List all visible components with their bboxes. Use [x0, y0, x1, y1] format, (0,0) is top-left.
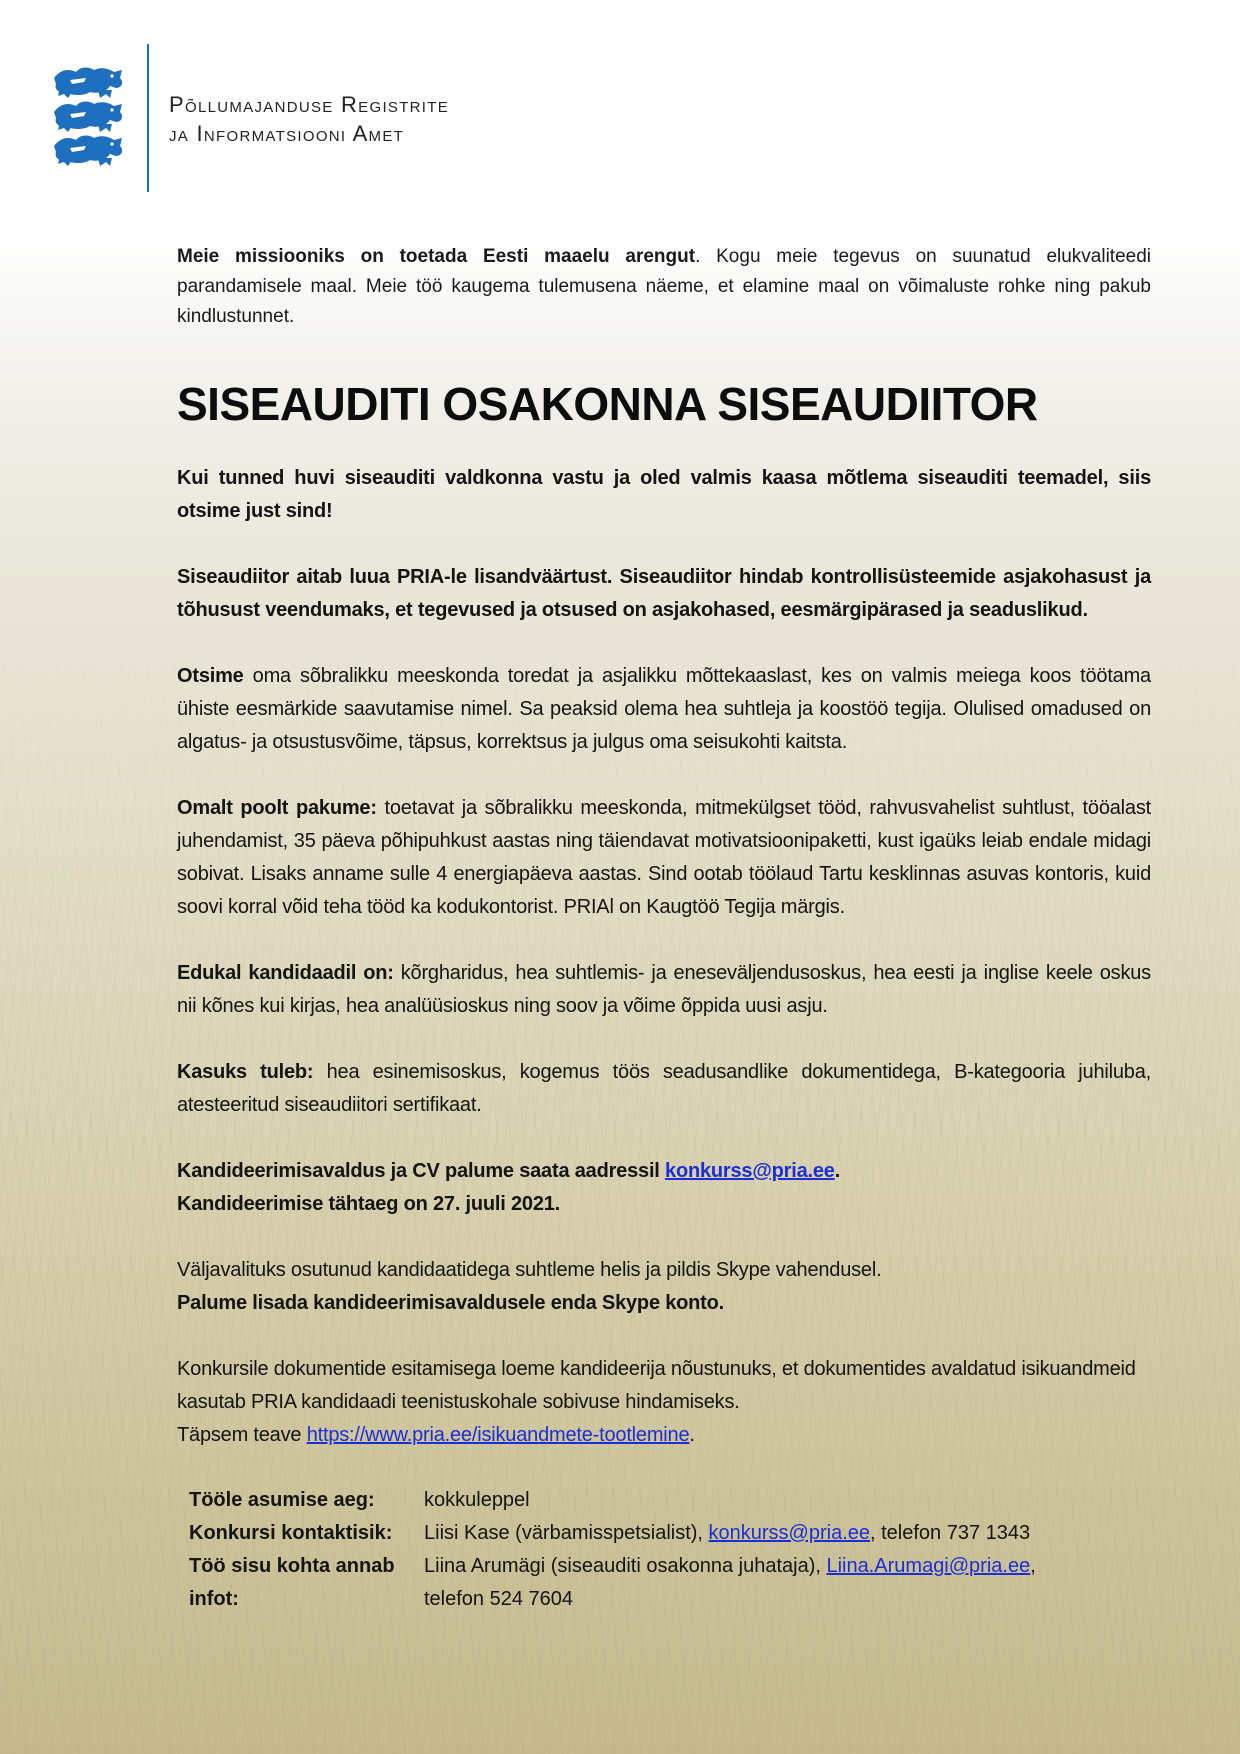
start-label: Tööle asumise aeg: — [189, 1489, 375, 1511]
skype-line-1: Väljavalituks osutunud kandidaatidega suhtleme helis ja pildis Skype vahendusel. — [177, 1259, 882, 1281]
contact-phone: , telefon 737 1343 — [870, 1522, 1031, 1544]
organization-name-line-1: Põllumajanduse Registrite — [169, 92, 450, 117]
requirements-text: kõrgharidus, hea suhtlemis- ja eneseväljendusoskus, hea eesti ja inglise keele oskus nii kõnes kui kirjas, hea analüüsioskus ning soov ja võime õppida uusi asju. — [177, 962, 1151, 1017]
privacy-link[interactable]: https://www.pria.ee/isikuandmete-tootlemine — [306, 1424, 690, 1446]
details-row-contact — [189, 1517, 1036, 1550]
organization-name — [169, 90, 449, 148]
requirements-label: Edukal kandidaadil on: — [177, 962, 394, 984]
seeking-label: Otsime — [177, 665, 244, 687]
offer-label: Omalt poolt pakume: — [177, 797, 377, 819]
intro-paragraph: Kui tunned huvi siseauditi valdkonna vastu ja oled valmis kaasa mõtlema siseauditi teemadel, siis otsime just sind! — [177, 467, 1151, 522]
privacy-more-label: Täpsem teave — [177, 1424, 307, 1446]
requirements-paragraph — [177, 957, 1151, 1023]
contact-name: Liisi Kase (värbamisspetsialist), — [424, 1522, 709, 1544]
contact-value — [424, 1517, 1036, 1550]
contact-label: Konkursi kontaktisik: — [189, 1522, 393, 1544]
role-paragraph: Siseaudiitor aitab luua PRIA-le lisandväärtust. Siseaudiitor hindab kontrollisüsteemide asjakohasust ja tõhusust veendumaks, et tegevused ja otsused on asjakohased, eesmärgipärased ja seaduslikud. — [177, 566, 1151, 621]
apply-dot: . — [834, 1160, 841, 1182]
advantage-text: hea esinemisoskus, kogemus töös seadusandlike dokumentidega, B-kategooria juhiluba, atesteeritud siseaudiitori sertifikaat. — [177, 1061, 1152, 1116]
apply-paragraph — [177, 1155, 1151, 1221]
page-title: SISEAUDITI OSAKONNA SISEAUDIITOR — [177, 378, 1038, 430]
advantage-paragraph — [177, 1056, 1151, 1122]
organization-name-line-2: ja Informatsiooni Amet — [169, 121, 405, 146]
advantage-label: Kasuks tuleb: — [177, 1061, 314, 1083]
mission-statement — [177, 242, 1151, 332]
apply-email-link[interactable]: konkurss@pria.ee — [665, 1160, 835, 1182]
header-divider — [147, 44, 149, 192]
privacy-text: Konkursile dokumentide esitamisega loeme kandideerija nõustunuks, et dokumentides avaldatud isikuandmeid kasutab PRIA kandidaadi teenistuskohale sobivuse hindamiseks. — [177, 1358, 1136, 1413]
deadline-text: Kandideerimise tähtaeg on 27. juuli 2021. — [177, 1193, 561, 1215]
skype-paragraph — [177, 1254, 1151, 1320]
details-row-start — [189, 1484, 1036, 1517]
privacy-dot: . — [689, 1424, 695, 1446]
seeking-paragraph — [177, 660, 1151, 759]
coat-of-arms-logo — [50, 64, 126, 172]
details-table — [189, 1484, 1036, 1616]
privacy-paragraph — [177, 1353, 1151, 1452]
job-ad-content — [177, 242, 1151, 1616]
info-value — [424, 1550, 1036, 1616]
skype-line-2: Palume lisada kandideerimisavaldusele enda Skype konto. — [177, 1292, 725, 1314]
info-email-link[interactable]: Liina.Arumagi@pria.ee — [826, 1555, 1031, 1577]
apply-text: Kandideerimisavaldus ja CV palume saata aadressil — [177, 1160, 666, 1182]
info-label: Töö sisu kohta annab infot: — [189, 1555, 395, 1610]
info-name: Liina Arumägi (siseauditi osakonna juhataja), — [424, 1555, 827, 1577]
offer-text: toetavat ja sõbralikku meeskonda, mitmekülgset tööd, rahvusvahelist suhtlust, tööalast juhendamist, 35 päeva põhipuhkust aastas ning täiendavat motivatsioonipaketti, kust igaüks leiab endale midagi sobivat. Lisaks anname sulle 4 energiapäeva aastas. Sind ootab töölaud Tartu kesklinnas asuvas kontoris, kuid soovi korral võid teha tööd ka kodukontorist. PRIAl on Kaugtöö Tegija märgis. — [177, 797, 1151, 918]
seeking-text: oma sõbralikku meeskonda toredat ja asjalikku mõttekaaslast, kes on valmis meiega koos töötama ühiste eesmärkide saavutamise nimel. Sa peaksid olema hea suhtleja ja koostöö tegija. Olulised omadused on algatus- ja otsustusvõime, täpsus, korrektsus ja julgus oma seisukohti kaitsta. — [177, 665, 1151, 753]
contact-email-link[interactable]: konkurss@pria.ee — [708, 1522, 871, 1544]
info-phone: telefon 524 7604 — [424, 1588, 574, 1610]
details-row-info — [189, 1550, 1036, 1616]
start-value: kokkuleppel — [424, 1489, 530, 1511]
mission-bold: Meie missiooniks on toetada Eesti maaelu arengut — [177, 246, 696, 267]
mission-text: . Kogu meie tegevus on suunatud elukvaliteedi parandamisele maal. Meie töö kaugema tulemusena näeme, et elamine maal on võimaluste rohke ning pakub kindlustunnet. — [177, 246, 1152, 327]
info-comma: , — [1030, 1555, 1036, 1577]
offer-paragraph — [177, 792, 1151, 924]
